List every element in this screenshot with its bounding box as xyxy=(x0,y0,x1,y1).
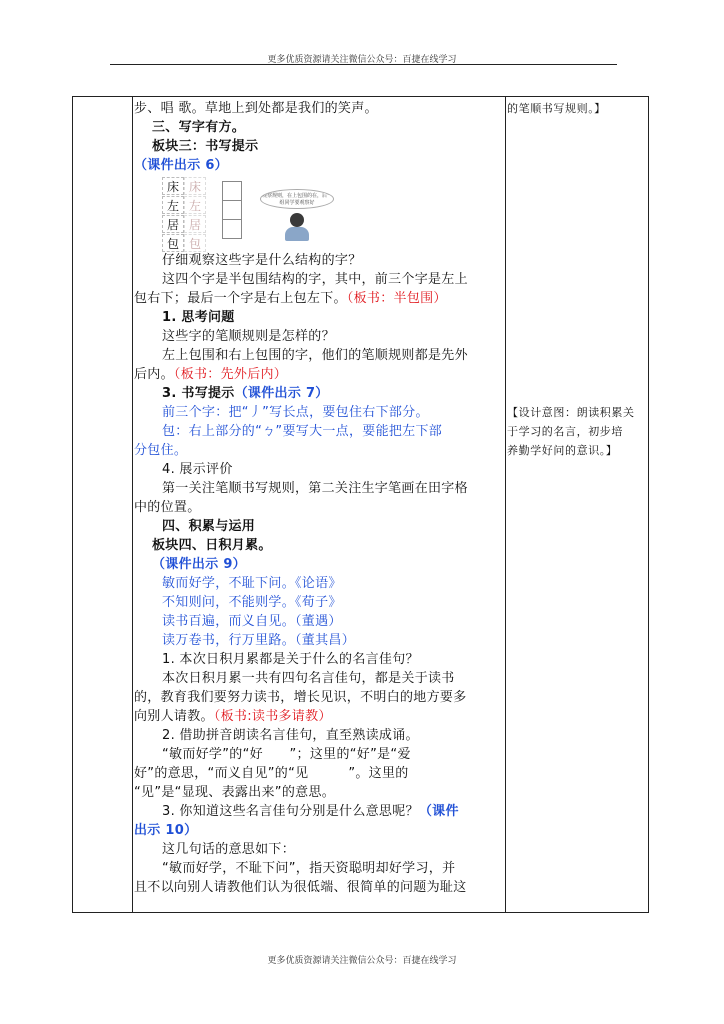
text-line xyxy=(134,802,502,821)
text-line: 这四个字是半包围结构的字，其中，前三个字是左上 xyxy=(162,272,468,287)
quote-line: 敏而好学，不耻下问。《论语》 xyxy=(162,576,342,591)
text-line: 2. 借助拼音朗读名言佳句，直至熟读成诵。 xyxy=(162,728,419,743)
design-note-line: 的笔顺书写规则。】 xyxy=(507,102,606,115)
block-heading: 板块三：书写提示 xyxy=(152,139,259,154)
character-sample: 床 xyxy=(162,177,184,195)
student-illustration-body xyxy=(285,227,309,241)
text-line: 中的位置。 xyxy=(134,500,201,515)
text-line: 的，教育我们要努力读书，增长见识，不明白的地方要多 xyxy=(134,690,467,705)
character-figure xyxy=(134,175,502,251)
text-span: 后内。 xyxy=(134,367,174,382)
text-line: 左上包围和右上包围的字，他们的笔顺规则都是先外 xyxy=(162,348,468,363)
board-note: （板书：半包围） xyxy=(346,291,447,306)
tracing-character: 左 xyxy=(184,196,206,214)
character-sample: 左 xyxy=(162,196,184,214)
tracing-character: 居 xyxy=(184,215,206,233)
text-line: 这几句话的意思如下： xyxy=(162,842,296,857)
design-note-column xyxy=(507,99,647,118)
text-line: 且不以向别人请教他们认为很低端、很简单的问题为耻这 xyxy=(134,880,467,895)
text-line: 好”的意思，“而义自见”的“见 ”。这里的 xyxy=(134,766,409,781)
subheading xyxy=(134,384,502,403)
design-note-line: 【设计意图：朗读积累关 xyxy=(507,406,635,419)
subheading: 1. 思考问题 xyxy=(162,310,235,325)
courseware-note: （课件 xyxy=(418,804,459,819)
section-heading: 三、写字有方。 xyxy=(152,120,246,135)
block-heading: 板块四、日积月累。 xyxy=(152,538,272,553)
tracing-character: 床 xyxy=(184,177,206,195)
courseware-note: （课件出示 7） xyxy=(234,386,329,401)
text-line: 本次日积月累一共有四句名言佳句，都是关于读书 xyxy=(162,671,455,686)
text-span: 包右下；最后一个字是右上包左下。 xyxy=(134,291,347,306)
design-note-line: 于学习的名言，初步培 xyxy=(507,425,623,438)
text-line: 仔细观察这些字是什么结构的字？ xyxy=(162,253,362,268)
lesson-table xyxy=(72,96,649,913)
text-line xyxy=(134,707,502,726)
text-span: 3. 你知道这些名言佳句分别是什么意思呢？ xyxy=(162,804,419,819)
courseware-note: （课件出示 9） xyxy=(152,557,246,572)
section-heading: 四、积累与运用 xyxy=(162,519,256,534)
subheading: 4. 展示评价 xyxy=(162,462,233,477)
text-span: 向别人请教。 xyxy=(134,709,214,724)
board-note: （板书:读书多请教） xyxy=(213,709,332,724)
text-line: 步、唱 歌。草地上到处都是我们的笑声。 xyxy=(134,101,378,116)
text-line: 这些字的笔顺规则是怎样的？ xyxy=(162,329,335,344)
design-note-line: 养勤学好问的意识。】 xyxy=(507,444,618,457)
quote-line: 读万卷书，行万里路。（董其昌） xyxy=(162,633,356,648)
column-divider-right xyxy=(505,97,506,912)
page-header: 更多优质资源请关注微信公众号：百捷在线学习 xyxy=(267,55,457,65)
text-line xyxy=(134,365,502,384)
header-rule xyxy=(110,64,617,65)
text-line: “敏而好学，不耻下问”，指天资聪明却好学习，并 xyxy=(162,861,456,876)
character-samples xyxy=(162,177,208,253)
design-intent-note xyxy=(507,403,647,460)
speech-bubble: 观察规则，在上包围的在，后一组同学要观察好 xyxy=(260,189,334,209)
character-sample: 包 xyxy=(162,234,184,252)
tracing-character: 包 xyxy=(184,234,206,252)
text-line: 第一关注笔顺书写规则，第二关注生字笔画在田字格 xyxy=(162,481,468,496)
board-note: （板书：先外后内） xyxy=(173,367,288,382)
quote-line: 不知则问，不能则学。《荀子》 xyxy=(162,595,342,610)
writing-grid xyxy=(222,181,242,239)
text-line: 分包住。 xyxy=(134,443,188,458)
lesson-content-column xyxy=(134,99,502,897)
page-footer: 更多优质资源请关注微信公众号：百捷在线学习 xyxy=(267,956,457,966)
text-line: 前三个字：把“丿”写长点，要包住右下部分。 xyxy=(162,405,429,420)
character-sample: 居 xyxy=(162,215,184,233)
column-divider-left xyxy=(132,97,133,912)
student-illustration xyxy=(290,213,304,227)
text-line: “见”是“显现、表露出来”的意思。 xyxy=(134,785,336,800)
courseware-note: 出示 10） xyxy=(134,823,198,838)
text-line xyxy=(134,289,502,308)
text-line: 1. 本次日积月累都是关于什么的名言佳句？ xyxy=(162,652,419,667)
text-line: 包：右上部分的“ㄅ”要写大一点，要能把左下部 xyxy=(162,424,443,439)
courseware-note: （课件出示 6） xyxy=(134,158,228,173)
text-line: “敏而好学”的“好 ”；这里的“好”是“爱 xyxy=(162,747,411,762)
quote-line: 读书百遍，而义自见。（董遇） xyxy=(162,614,342,629)
text-span: 3. 书写提示 xyxy=(162,386,235,401)
